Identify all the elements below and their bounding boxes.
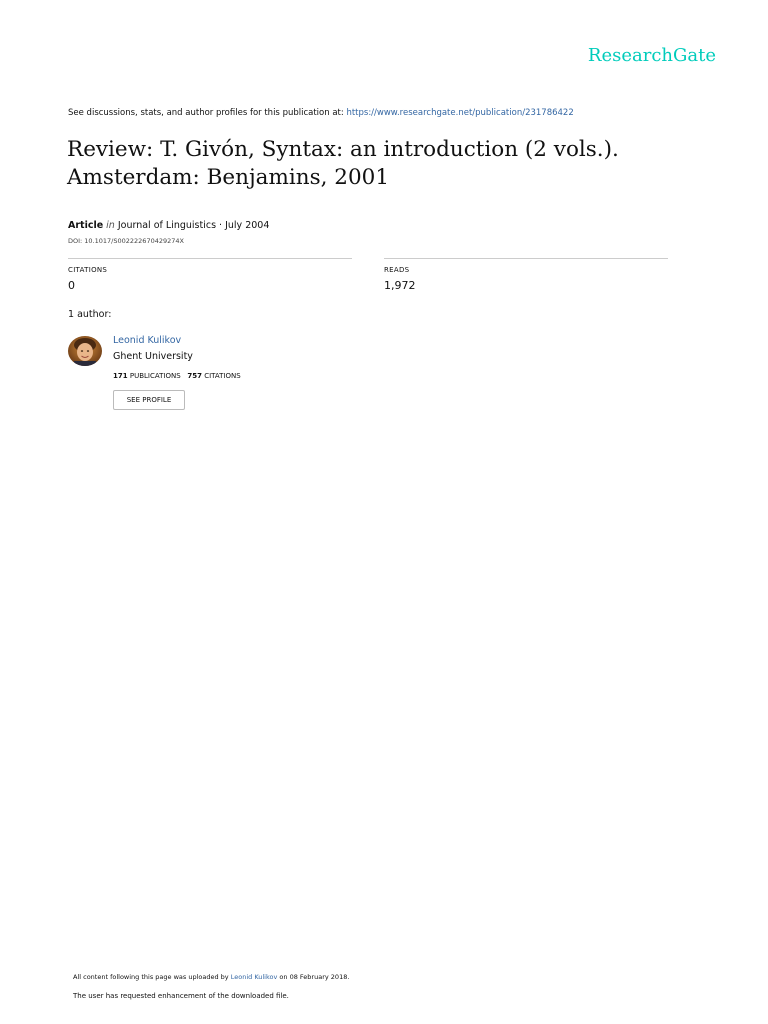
publication-meta	[68, 220, 269, 231]
discussions-line	[68, 108, 574, 118]
title-line-1: Review: T. Givón, Syntax: an introduction (2 vols.).	[67, 137, 619, 162]
researchgate-logo[interactable]: ResearchGate	[587, 45, 716, 66]
enhancement-note: The user has requested enhancement of the downloaded file.	[73, 992, 289, 1000]
author-citations-count: 757	[187, 372, 202, 380]
publication-title	[67, 136, 707, 192]
publication-date: July 2004	[225, 220, 270, 231]
author-name-link[interactable]: Leonid Kulikov	[113, 335, 182, 346]
author-publications-count: 171	[113, 372, 128, 380]
author-publications-label: PUBLICATIONS	[129, 372, 181, 380]
meta-separator: ·	[216, 220, 226, 231]
reads-value: 1,972	[384, 279, 416, 292]
author-photo-icon	[68, 336, 102, 366]
stats-divider-left	[68, 258, 352, 259]
author-stats	[113, 372, 241, 380]
author-institution: Ghent University	[113, 351, 193, 362]
stats-divider-right	[384, 258, 668, 259]
author-citations-label: CITATIONS	[204, 372, 241, 380]
upload-suffix: on 08 February 2018.	[277, 973, 350, 981]
reads-label: READS	[384, 266, 410, 274]
in-word: in	[106, 220, 115, 231]
publication-type: Article	[68, 220, 104, 231]
journal-name[interactable]: Journal of Linguistics	[117, 220, 217, 231]
upload-note	[73, 973, 349, 981]
citations-label: CITATIONS	[68, 266, 108, 274]
publication-url-link[interactable]: https://www.researchgate.net/publication/231786422	[346, 108, 574, 118]
doi: DOI: 10.1017/S002222670429274X	[68, 237, 184, 245]
discussions-text: See discussions, stats, and author profiles for this publication at:	[68, 108, 347, 118]
avatar[interactable]	[68, 336, 102, 366]
citations-value: 0	[68, 279, 75, 292]
see-profile-button[interactable]: SEE PROFILE	[113, 390, 185, 410]
title-line-2: Amsterdam: Benjamins, 2001	[67, 165, 390, 190]
uploader-link[interactable]: Leonid Kulikov	[230, 973, 278, 981]
authors-count: 1 author:	[68, 309, 112, 320]
upload-prefix: All content following this page was uploaded by	[73, 973, 231, 981]
